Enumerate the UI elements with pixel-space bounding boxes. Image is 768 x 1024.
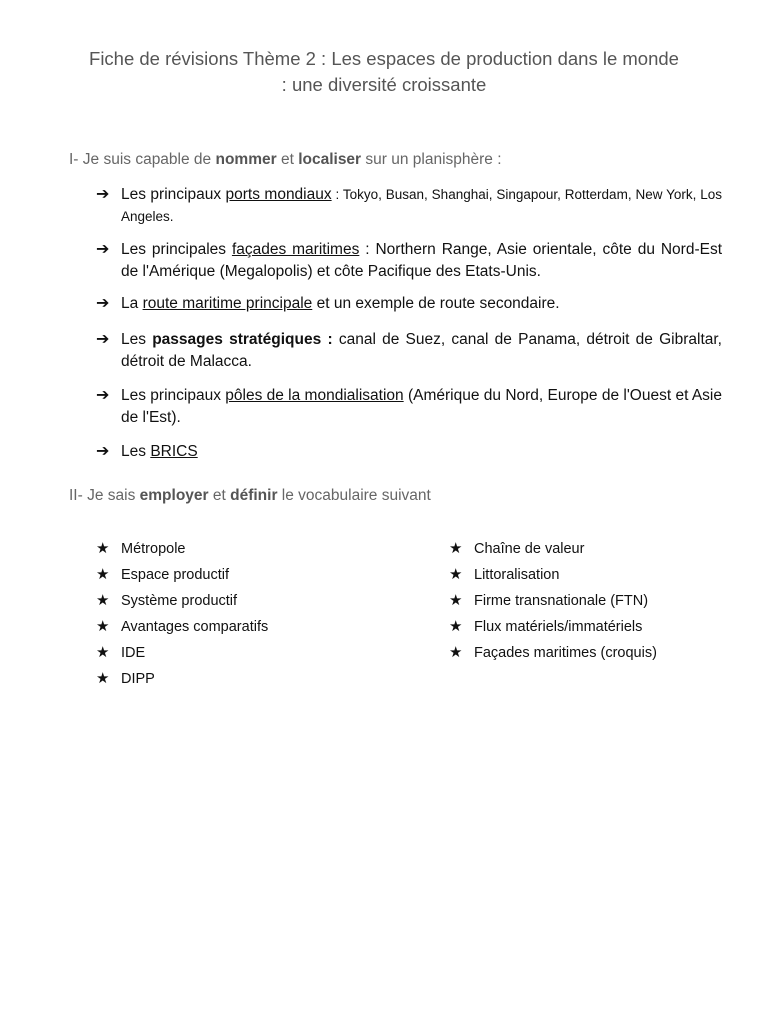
vocab-item [96, 591, 268, 617]
vocab-item [449, 539, 657, 565]
vocab-item [96, 643, 268, 669]
title-line-2: : une diversité croissante [281, 74, 487, 95]
vocab-term: DIPP [121, 671, 155, 687]
list-item-ports [96, 184, 722, 228]
vocab-column-right [449, 539, 657, 669]
item-text: Les principales [121, 241, 232, 258]
item-text: Les [121, 443, 151, 460]
item-bold-term: passages stratégiques : [152, 331, 333, 348]
arrow-right-icon: ➔ [96, 241, 110, 258]
vocab-item [449, 565, 657, 591]
star-icon: ★ [449, 540, 463, 557]
star-icon: ★ [96, 670, 110, 687]
star-icon: ★ [96, 618, 110, 635]
section-2-prefix: II- Je sais [69, 487, 140, 504]
star-icon: ★ [449, 566, 463, 583]
section-1-prefix: I- Je suis capable de [69, 151, 216, 168]
vocab-item [449, 617, 657, 643]
vocab-item [96, 617, 268, 643]
section-2-mid: et [208, 487, 231, 504]
vocab-term: Avantages comparatifs [121, 619, 269, 635]
arrow-right-icon: ➔ [96, 387, 110, 404]
star-icon: ★ [96, 592, 110, 609]
section-1-bold-nommer: nommer [215, 151, 277, 168]
item-text: canal de Suez, canal de Panama, détroit de Gibraltar, détroit de Malacca. [121, 331, 722, 370]
vocab-term: Système productif [121, 593, 238, 609]
list-item-facades [96, 239, 722, 283]
arrow-right-icon: ➔ [96, 295, 110, 312]
vocab-item [449, 643, 657, 669]
list-item-passages [96, 329, 722, 373]
locate-list [96, 184, 722, 463]
item-text: : Northern Range, Asie orientale, côte du Nord-Est de l'Amérique (Megalopolis) et côte Pacifique des Etats-Unis. [121, 241, 723, 280]
item-underlined-term: façades maritimes [231, 241, 360, 258]
star-icon: ★ [449, 592, 463, 609]
section-1-suffix: sur un planisphère : [361, 151, 502, 168]
section-2-heading [69, 486, 431, 506]
vocab-term: IDE [121, 645, 146, 661]
item-underlined-term: pôles de la mondialisation [225, 387, 404, 404]
section-1-heading [69, 150, 502, 170]
item-underlined-term: BRICS [150, 443, 198, 460]
section-1-mid: et [276, 151, 299, 168]
vocab-item [96, 565, 268, 591]
list-item-brics [96, 441, 722, 463]
item-text: Les principaux [121, 387, 226, 404]
vocab-term: Espace productif [121, 567, 230, 583]
vocab-term: Chaîne de valeur [474, 541, 585, 557]
star-icon: ★ [96, 540, 110, 557]
vocab-column-left [96, 539, 268, 695]
star-icon: ★ [449, 618, 463, 635]
section-2-bold-employer: employer [139, 487, 209, 504]
item-text: Les principaux [121, 186, 226, 203]
item-text: et un exemple de route secondaire. [312, 295, 560, 312]
star-icon: ★ [96, 644, 110, 661]
item-text: (Amérique du Nord, Europe de l'Ouest et Asie de l'Est). [121, 387, 722, 426]
item-text: Les [121, 331, 153, 348]
vocab-term: Façades maritimes (croquis) [474, 645, 657, 661]
star-icon: ★ [96, 566, 110, 583]
star-icon: ★ [449, 644, 463, 661]
item-underlined-term: route maritime principale [142, 295, 313, 312]
item-text: La [121, 295, 143, 312]
vocab-item [96, 669, 268, 695]
title-line-1: Fiche de révisions Thème 2 : Les espaces de production dans le monde [89, 48, 679, 69]
list-item-route [96, 293, 722, 315]
page-title [40, 46, 728, 98]
arrow-right-icon: ➔ [96, 186, 110, 203]
item-underlined-term: ports mondiaux [225, 186, 332, 203]
arrow-right-icon: ➔ [96, 443, 110, 460]
section-1-bold-localiser: localiser [298, 151, 362, 168]
section-2-bold-definir: définir [230, 487, 278, 504]
arrow-right-icon: ➔ [96, 331, 110, 348]
vocab-term: Flux matériels/immatériels [474, 619, 643, 635]
vocab-term: Firme transnationale (FTN) [474, 593, 649, 609]
vocab-term: Littoralisation [474, 567, 560, 583]
item-text: : Tokyo, Busan, Shanghai, Singapour, Rotterdam, New York, Los Angeles. [121, 187, 722, 224]
vocab-item [96, 539, 268, 565]
list-item-poles [96, 385, 722, 429]
vocab-term: Métropole [121, 541, 186, 557]
vocab-item [449, 591, 657, 617]
section-2-suffix: le vocabulaire suivant [277, 487, 431, 504]
